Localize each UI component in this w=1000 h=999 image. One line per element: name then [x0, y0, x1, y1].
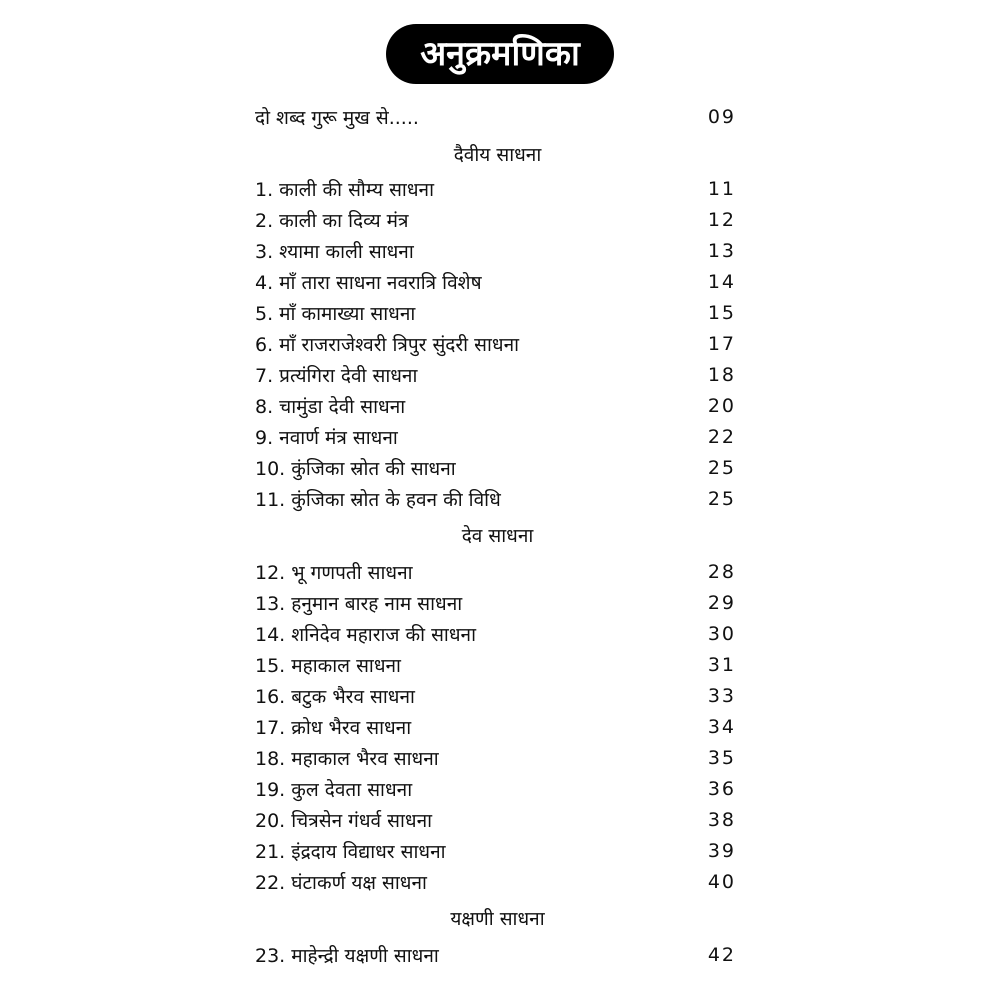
toc-label: 19. कुल देवता साधना [255, 779, 413, 801]
toc-label: 4. माँ तारा साधना नवरात्रि विशेष [255, 272, 482, 294]
toc-label: 20. चित्रसेन गंधर्व साधना [255, 810, 433, 832]
toc-row [255, 391, 740, 421]
toc-page-number: 36 [707, 778, 736, 800]
toc-label: 7. प्रत्यंगिरा देवी साधना [255, 365, 418, 387]
toc-row [255, 267, 740, 297]
toc-row [255, 360, 740, 390]
toc-page-number: 13 [707, 240, 736, 262]
toc-row [255, 805, 740, 835]
toc-page-number: 28 [707, 561, 736, 583]
toc-label: 10. कुंजिका स्रोत की साधना [255, 458, 456, 480]
title-container [0, 24, 1000, 84]
toc-row [255, 557, 740, 587]
toc-page-number: 34 [707, 716, 736, 738]
toc-page-number: 42 [707, 944, 736, 966]
toc-row [255, 174, 740, 204]
toc-label: 1. काली की सौम्य साधना [255, 179, 434, 201]
toc-intro-row [255, 102, 740, 132]
toc-label: 21. इंद्रदाय विद्याधर साधना [255, 841, 446, 863]
toc-page-number: 09 [707, 106, 736, 128]
toc-label: 22. घंटाकर्ण यक्ष साधना [255, 872, 427, 894]
toc-page-number: 14 [707, 271, 736, 293]
toc-row [255, 329, 740, 359]
toc-page-number: 20 [707, 395, 736, 417]
toc-row [255, 236, 740, 266]
toc-row [255, 650, 740, 680]
toc-page-number: 40 [707, 871, 736, 893]
toc-page-number: 15 [707, 302, 736, 324]
toc-label: 18. महाकाल भैरव साधना [255, 748, 439, 770]
toc-row [255, 774, 740, 804]
toc-label: 9. नवार्ण मंत्र साधना [255, 427, 398, 449]
page-title: अनुक्रमणिका [386, 24, 614, 84]
toc-row [255, 298, 740, 328]
toc-label: 6. माँ राजराजेश्वरी त्रिपुर सुंदरी साधना [255, 334, 520, 356]
toc-page-number: 35 [707, 747, 736, 769]
toc-label: 3. श्यामा काली साधना [255, 241, 414, 263]
toc-label: 13. हनुमान बारह नाम साधना [255, 593, 463, 615]
toc-row [255, 940, 740, 970]
toc-label: दो शब्द गुरू मुख से..... [255, 107, 419, 129]
section-heading: यक्षणी साधना [450, 908, 545, 930]
toc-row [255, 619, 740, 649]
toc-page-number: 18 [707, 364, 736, 386]
toc-page-number: 25 [707, 457, 736, 479]
toc-page-number: 31 [707, 654, 736, 676]
toc-page-number: 11 [707, 178, 736, 200]
toc-label: 5. माँ कामाख्या साधना [255, 303, 416, 325]
toc-page-number: 30 [707, 623, 736, 645]
toc-row [255, 681, 740, 711]
toc-label: 17. क्रोध भैरव साधना [255, 717, 412, 739]
toc-page-number: 17 [707, 333, 736, 355]
toc-row [255, 453, 740, 483]
toc-row [255, 588, 740, 618]
toc-label: 15. महाकाल साधना [255, 655, 401, 677]
toc-page-number: 39 [707, 840, 736, 862]
toc-label: 12. भू गणपती साधना [255, 562, 413, 584]
toc-page-number: 25 [707, 488, 736, 510]
toc-page-number: 12 [707, 209, 736, 231]
toc-page-number: 38 [707, 809, 736, 831]
toc-row [255, 836, 740, 866]
toc-row [255, 743, 740, 773]
toc-row [255, 712, 740, 742]
section-heading: देव साधना [461, 525, 534, 547]
toc-row [255, 867, 740, 897]
toc-page-number: 22 [707, 426, 736, 448]
section-heading: दैवीय साधना [453, 144, 542, 166]
toc-label: 8. चामुंडा देवी साधना [255, 396, 406, 418]
toc-row [255, 422, 740, 452]
toc-label: 11. कुंजिका स्रोत के हवन की विधि [255, 489, 501, 511]
toc-label: 14. शनिदेव महाराज की साधना [255, 624, 477, 646]
toc-label: 23. माहेन्द्री यक्षणी साधना [255, 945, 439, 967]
toc-label: 2. काली का दिव्य मंत्र [255, 210, 409, 232]
toc-row [255, 484, 740, 514]
toc-page-number: 33 [707, 685, 736, 707]
toc-row [255, 205, 740, 235]
toc-page-number: 29 [707, 592, 736, 614]
toc-label: 16. बटुक भैरव साधना [255, 686, 415, 708]
